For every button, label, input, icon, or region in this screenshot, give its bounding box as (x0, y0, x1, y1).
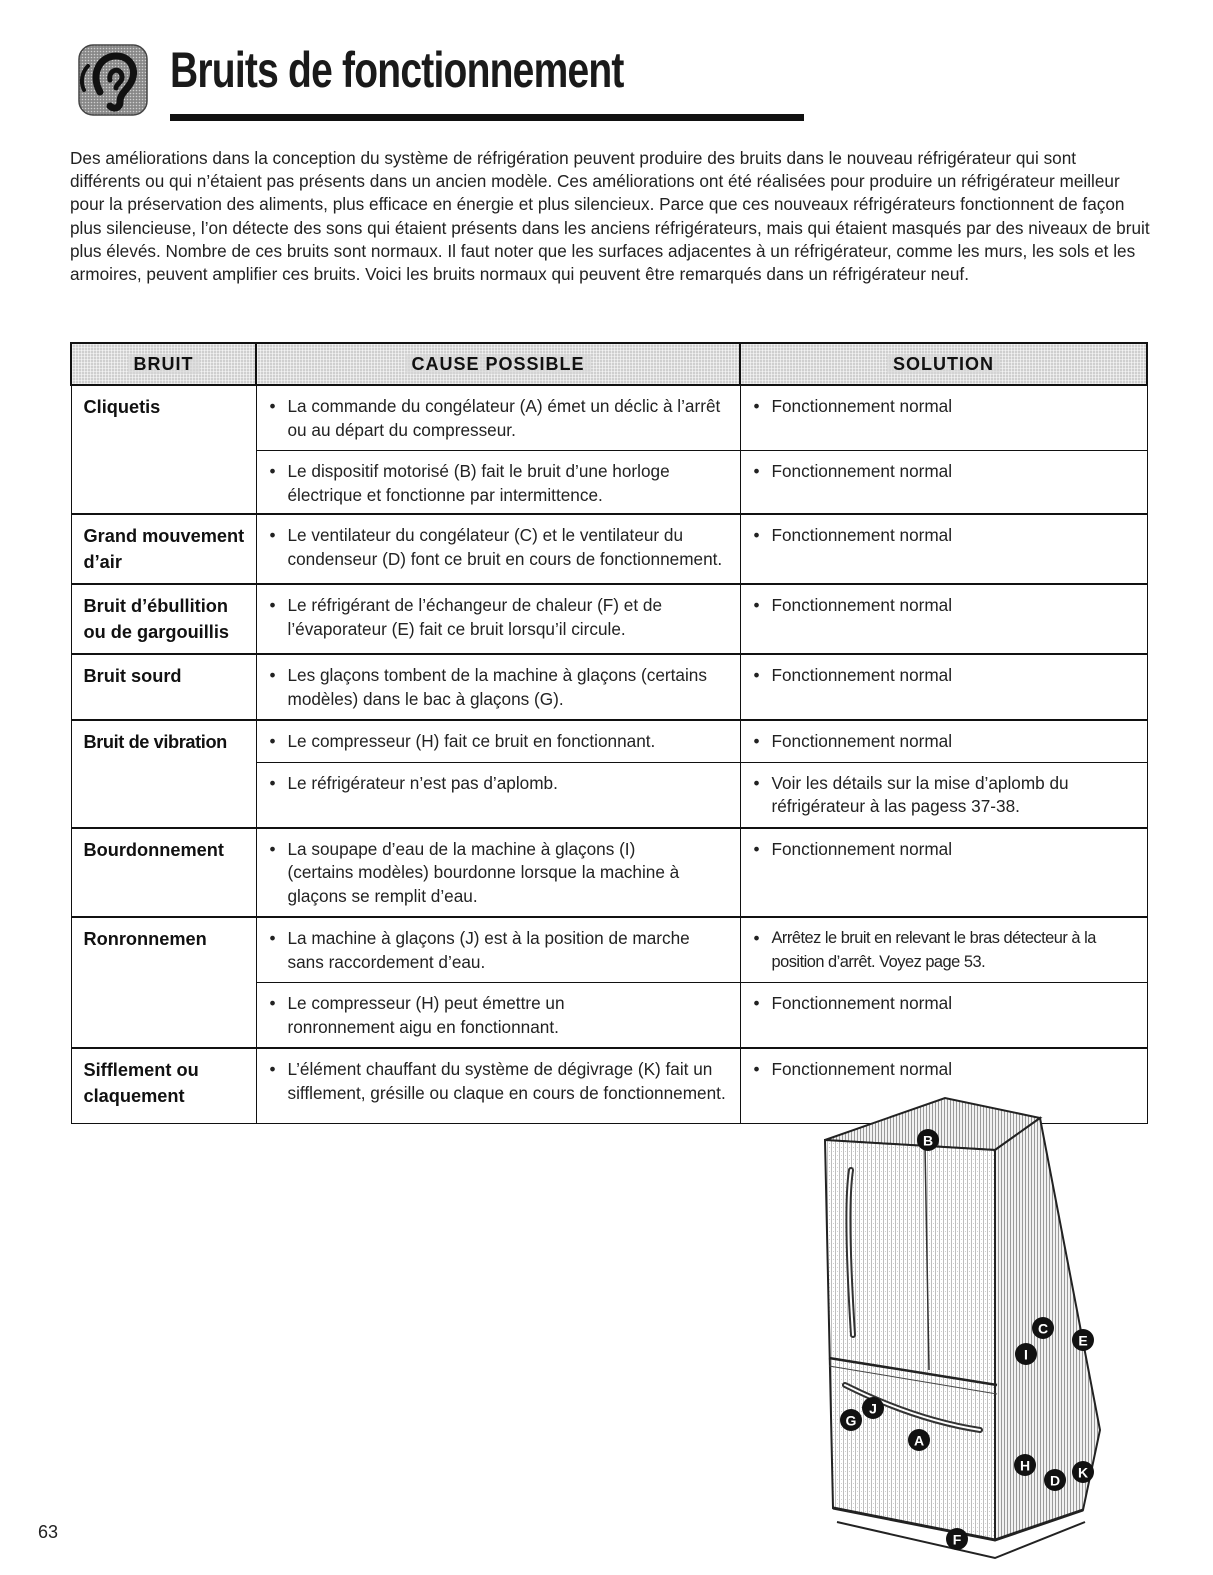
callout-label: G (845, 1412, 857, 1429)
noise-type: Sifflement ou claquement (83, 1060, 199, 1106)
cause-text: Le ventilateur du congélateur (C) et le ventilateur du condenseur (D) font ce bruit en cours de fonctionnement. (287, 525, 723, 569)
title-underline (170, 114, 804, 121)
solution-text: Fonctionnement normal (771, 1059, 953, 1079)
callout-b (917, 1129, 939, 1151)
page-title: Bruits de fonctionnement (170, 42, 624, 98)
cause-cell (256, 385, 740, 451)
bullet: • (269, 993, 276, 1013)
solution-text: Fonctionnement normal (771, 731, 953, 751)
noise-type: Bourdonnement (83, 839, 224, 860)
solution-cell (740, 584, 1147, 654)
noise-type: Bruit sourd (83, 666, 182, 686)
callout-label: C (1037, 1320, 1049, 1337)
callout-c (1032, 1317, 1054, 1339)
callout-label: B (922, 1132, 934, 1149)
noise-type-cell (71, 514, 256, 584)
solution-cell (740, 828, 1147, 918)
solution-text: Fonctionnement normal (771, 396, 953, 416)
bullet: • (269, 665, 276, 685)
table-row (71, 720, 1147, 762)
callout-label: K (1077, 1464, 1089, 1481)
bullet: • (753, 525, 760, 545)
cause-text: L’élément chauffant du système de dégivrage (K) fait un sifflement, grésille ou claque en cours de fonctionnement. (287, 1059, 726, 1103)
table-row (71, 654, 1147, 720)
bullet: • (753, 396, 760, 416)
cause-text: La machine à glaçons (J) est à la position de marche sans raccordement d’eau. (287, 928, 690, 972)
bullet: • (269, 1059, 276, 1079)
cause-text: La soupape d’eau de la machine à glaçons (I) (certains modèles) bourdonne lorsque la machine à glaçons se remplit d’eau. (287, 838, 680, 906)
bullet: • (269, 396, 276, 416)
solution-text: Fonctionnement normal (771, 595, 953, 615)
solution-text: Fonctionnement normal (771, 838, 953, 859)
solution-cell (740, 917, 1147, 983)
page-header (78, 38, 728, 124)
cause-cell (256, 762, 740, 828)
bullet: • (269, 461, 276, 481)
noise-type: Bruit d’ébullition ou de gargouillis (83, 596, 230, 642)
cause-text: Le dispositif motorisé (B) fait le bruit d’une horloge électrique et fonctionne par intermittence. (287, 461, 670, 505)
bullet: • (753, 731, 760, 751)
refrigerator-diagram (815, 1090, 1105, 1565)
solution-cell (740, 654, 1147, 720)
cause-cell (256, 584, 740, 654)
cause-text: Le compresseur (H) peut émettre un ronronnement aigu en fonctionnant. (287, 993, 565, 1037)
cause-text: Les glaçons tombent de la machine à glaçons (certains modèles) dans le bac à glaçons (G). (287, 665, 707, 709)
bullet: • (269, 595, 276, 615)
cause-text: Le réfrigérant de l’échangeur de chaleur (F) et de l’évaporateur (E) fait ce bruit lorsqu’il circule. (287, 595, 663, 639)
column-header-label: CAUSE POSSIBLE (405, 354, 590, 374)
noise-type: Cliquetis (83, 397, 161, 417)
cause-cell (256, 720, 740, 762)
callout-a (908, 1429, 930, 1451)
cause-cell (256, 654, 740, 720)
bullet: • (269, 772, 276, 793)
callout-label: J (869, 1400, 877, 1417)
table-row (71, 828, 1147, 918)
table-row (71, 917, 1147, 983)
callout-g (840, 1409, 862, 1431)
solution-text: Fonctionnement normal (771, 993, 953, 1013)
noise-type-cell (71, 917, 256, 1048)
table-header-row (71, 343, 1147, 385)
bullet: • (753, 772, 760, 793)
solution-cell (740, 720, 1147, 762)
callout-d (1044, 1469, 1066, 1491)
callout-label: E (1078, 1332, 1088, 1349)
bullet: • (269, 731, 276, 751)
bullet: • (753, 838, 760, 859)
cause-text: Le réfrigérateur n’est pas d’aplomb. (287, 772, 558, 793)
solution-cell (740, 762, 1147, 828)
cause-cell (256, 828, 740, 918)
cause-text: La commande du congélateur (A) émet un déclic à l’arrêt ou au départ du compresseur. (287, 396, 721, 440)
solution-cell (740, 983, 1147, 1049)
cause-text: Le compresseur (H) fait ce bruit en fonctionnant. (287, 731, 656, 751)
callout-h (1014, 1454, 1036, 1476)
solution-text: Fonctionnement normal (771, 665, 953, 685)
solution-text: Arrêtez le bruit en relevant le bras détecteur à la position d’arrêt. Voyez page 53. (771, 929, 1096, 971)
noise-type-cell (71, 654, 256, 720)
column-header-label: SOLUTION (887, 354, 1000, 374)
cause-cell (256, 514, 740, 584)
page-number: 63 (38, 1522, 59, 1542)
cause-cell (256, 983, 740, 1049)
noise-type-cell (71, 385, 256, 514)
table-row (71, 514, 1147, 584)
callout-j (862, 1397, 884, 1419)
callout-i (1015, 1343, 1037, 1365)
callout-label: F (952, 1531, 962, 1548)
solution-cell (740, 385, 1147, 451)
noise-type-cell (71, 1048, 256, 1124)
callout-label: D (1049, 1472, 1061, 1489)
noise-type-cell (71, 720, 256, 828)
solution-cell (740, 514, 1147, 584)
bullet: • (269, 838, 276, 859)
cause-cell (256, 1048, 740, 1124)
noise-troubleshooting-table (70, 342, 1148, 1124)
column-header-label: BRUIT (128, 354, 200, 374)
noise-type: Grand mouvement d’air (83, 526, 245, 572)
cause-cell (256, 451, 740, 515)
bullet: • (753, 1059, 760, 1079)
ear-sound-icon (78, 44, 148, 116)
callout-label: H (1019, 1457, 1031, 1474)
noise-type: Bruit de vibration (83, 732, 227, 752)
callout-k (1072, 1461, 1094, 1483)
solution-cell (740, 451, 1147, 515)
table-row (71, 385, 1147, 451)
solution-text: Voir les détails sur la mise d’aplomb du réfrigérateur à las pagess 37-38. (771, 772, 1069, 816)
bullet: • (269, 928, 276, 948)
solution-text: Fonctionnement normal (771, 461, 953, 481)
table-row (71, 584, 1147, 654)
bullet: • (269, 525, 276, 545)
cause-cell (256, 917, 740, 983)
intro-paragraph: Des améliorations dans la conception du système de réfrigération peuvent produire des bruits dans le nouveau réfrigérateur qui sont différents ou qui n’étaient pas présents dans un ancien modèle. Ces améliorations ont été réalisées pour produire un réfrigérateur meilleur pour la préservation des aliments, plus efficace en énergie et plus silencieux. Parce que ces nouveaux réfrigérateurs fonctionnent de façon plus silencieuse, l’on détecte des sons qui étaient présents dans les anciens réfrigérateurs, mais qui étaient masqués par des niveaux de bruit plus élevés. Nombre de ces bruits sont normaux. Il faut noter que les surfaces adjacentes à un réfrigérateur, comme les murs, les sols et les armoires, peuvent amplifier ces bruits. Voici les bruits normaux qui peuvent être remarqués dans un réfrigérateur neuf. (70, 148, 1150, 285)
solution-text: Fonctionnement normal (771, 525, 953, 545)
noise-type: Ronronnemen (83, 929, 207, 949)
bullet: • (753, 461, 760, 481)
noise-type-cell (71, 584, 256, 654)
callout-label: A (913, 1432, 925, 1449)
callout-f (946, 1528, 968, 1550)
column-header-solution (740, 343, 1147, 385)
callout-e (1072, 1329, 1094, 1351)
bullet: • (753, 595, 760, 615)
bullet: • (753, 993, 760, 1013)
column-header-cause (256, 343, 740, 385)
column-header-bruit (71, 343, 256, 385)
callout-label: I (1024, 1346, 1028, 1363)
noise-type-cell (71, 828, 256, 918)
bullet: • (753, 665, 760, 685)
bullet: • (753, 928, 760, 948)
